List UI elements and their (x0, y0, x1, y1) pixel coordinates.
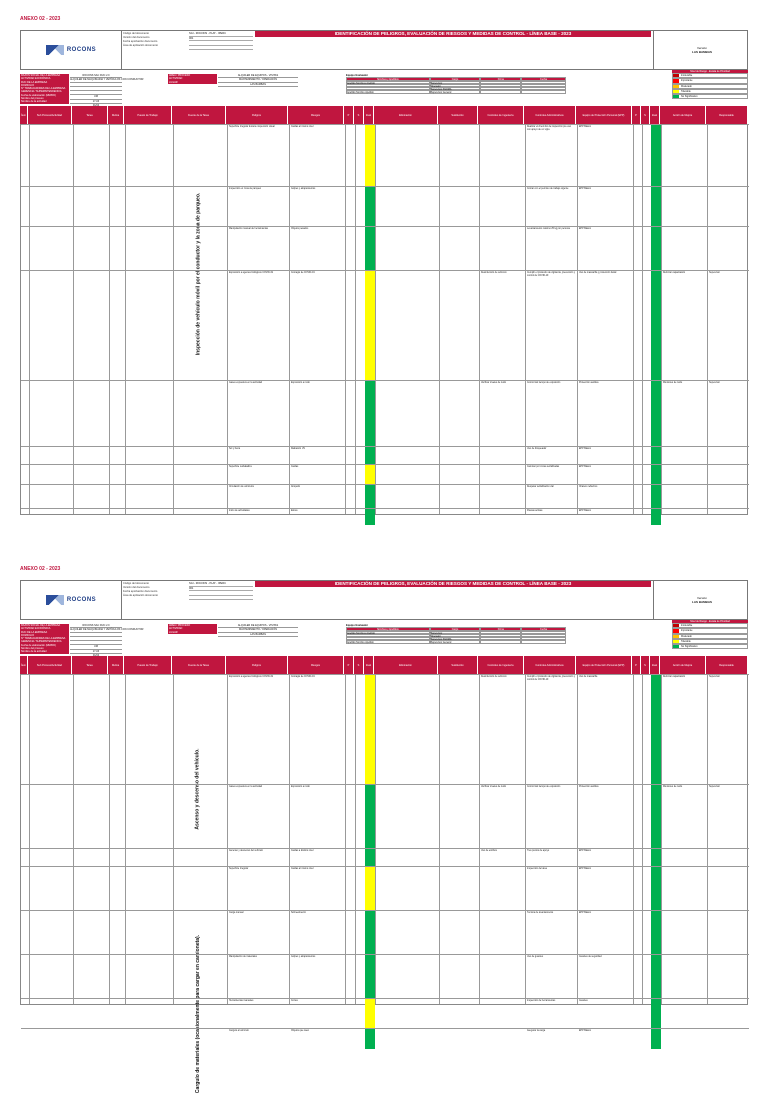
risk-level-residual (651, 227, 661, 271)
cell-epp: EPP Básico (579, 510, 592, 512)
risk-level-initial (365, 999, 375, 1029)
table-row (21, 484, 749, 509)
cell-epp: EPP Básico (579, 850, 592, 852)
cell-fuente: Superficie irregular (229, 868, 249, 870)
cell-epp: EPP Básico (579, 448, 592, 450)
cell-epp: Uso de mascarilla (579, 676, 598, 678)
cell-mejora: Reforzar capacitación (663, 676, 686, 678)
cell-fuente: Exposición a agentes biológicos COVID-19 (229, 676, 273, 678)
cell-fuente: Inspección en zona de parqueo (229, 188, 262, 190)
table-row (21, 998, 749, 1029)
cell-mejora (663, 868, 705, 910)
cell-fuente: Herramientas manuales (229, 1000, 254, 1002)
cell-admin: Control del tiempo de exposición (527, 786, 561, 788)
company-logo: ROCONS (21, 31, 122, 69)
cell-admin: Inspección de herramientas (527, 1000, 556, 1002)
risk-level-initial (365, 187, 375, 227)
cell-epp: Protección auditiva (579, 382, 599, 384)
cell-fuente: Exposición a agentes biológicos COVID-19 (229, 272, 273, 274)
company-info-labels: RAZÓN SOCIAL DE LA EMPRESA ACTIVIDAD ECONÓMICA RUC DE LA EMPRESA DOMICILIO N° TRABAJADORES DE LA EMPRESA GERENCIA / SUPERINTENDENCIA Fecha de elaboración (MM/DD) Nombre del proceso Nombre de la actividad (20, 74, 69, 104)
table-row (21, 446, 749, 465)
risk-legend: Nivel de Riesgo - Escala de Prioridad Intolerable Importante Moderado Tolerable No Significativo (672, 70, 748, 99)
cell-fuente: Manipulación de materiales (229, 956, 257, 958)
cell-peligro: Caídas al mismo nivel (291, 868, 314, 870)
cell-epp: Chaleco reflectivo (579, 486, 598, 488)
table-row (21, 866, 749, 911)
risk-level-initial (365, 381, 375, 447)
cell-resp: Supervisor (709, 786, 720, 788)
cell-resp (709, 850, 747, 866)
cell-resp (709, 466, 747, 484)
risk-level-initial (365, 911, 375, 955)
cell-mejora (663, 1000, 705, 1028)
table-row (21, 1028, 749, 1049)
task-label-2: Ascenso y descenso del vehículo. (195, 748, 201, 830)
cell-peligro: Radiación UV (291, 448, 306, 450)
document-title: IDENTIFICACIÓN DE PELIGROS, EVALUACIÓN DE RIESGOS Y MEDIDAS DE CONTROL - LÍNEA BASE - 2023 (255, 31, 651, 37)
version-box: Versión LAS BAMBAS (653, 31, 750, 69)
cell-peligro: Contagio de COVID-19 (291, 272, 315, 274)
table-header: Ítem Sub Proceso/Actividad Tarea Rutina Puesto de Trabajo Fuente de la Tarea Peligros Riesgos P S Eval Eliminación Sustitución Controles de Ingeniería Controles Administrativos Equipo de Protección Personal (EPP) P S Eval Acción de Mejora Responsable (20, 106, 748, 124)
cell-admin: Caminar por zonas señalizadas (527, 466, 560, 468)
cell-ing: Uso de estribos (481, 850, 497, 852)
annex-label: ANEXO 02 - 2023 (20, 16, 61, 22)
cell-admin: Uso de guantes (527, 956, 544, 958)
risk-level-residual (651, 509, 661, 525)
cell-resp (709, 1000, 747, 1028)
logo-icon-2 (46, 595, 64, 605)
cell-fuente: Superficie resbaladiza (229, 466, 252, 468)
cell-epp: Guantes de seguridad (579, 956, 602, 958)
version-box-2: Versión LAS BAMBAS (653, 581, 750, 619)
risk-level-residual (651, 125, 661, 187)
cell-epp: Protección auditiva (579, 786, 599, 788)
company-logo-2: ROCONS (21, 581, 122, 619)
risk-level-initial (365, 849, 375, 867)
company-info-values: ROCONS SAC RUC 2.0 ALQUILER DE MAQUINARIA Y VEHÍCULOS CON CONDUCTOR UM 17-03 (70, 74, 122, 113)
cell-ing (481, 868, 523, 910)
cell-mejora (663, 448, 705, 464)
cell-admin: Levantamiento máximo 25 kg por persona (527, 228, 570, 230)
cell-fuente: Superficie irregular durante inspección visual (229, 126, 275, 128)
hazard-table-2 (20, 674, 748, 1094)
company-info-2 (20, 620, 748, 656)
cell-mejora (663, 956, 705, 998)
cell-peligro: Exposición a ruido (291, 786, 310, 788)
process-values-2: ALQUILER DE EQUIPOS - VISITAS MANTENIMIENTO / OPERACIÓN LAS BAMBAS (218, 624, 298, 637)
document-meta-values-2: SGI - ROCONS - PLAT - IPERC 001 (189, 582, 253, 600)
risk-level-residual (651, 955, 661, 999)
table-row (21, 380, 749, 447)
risk-level-residual (651, 465, 661, 485)
cell-fuente: Gases expuestos en la actividad (229, 786, 263, 788)
cell-ing (481, 486, 523, 508)
table-row (21, 508, 749, 525)
process-values: ALQUILER DE EQUIPOS - VISITAS MANTENIMIENTO / OPERACIÓN LAS BAMBAS (218, 74, 298, 87)
cell-peligro: Contagio de COVID-19 (291, 676, 315, 678)
cell-mejora (663, 1030, 705, 1048)
cell-admin: Respetar señalización vial (527, 486, 554, 488)
cell-mejora (663, 466, 705, 484)
cell-ing (481, 912, 523, 954)
risk-level-residual (651, 187, 661, 227)
cell-resp (709, 188, 747, 226)
cell-peligro: Sobreesfuerzo (291, 912, 306, 914)
cell-resp (709, 228, 747, 270)
cell-ing (481, 188, 523, 226)
cell-resp (709, 912, 747, 954)
cell-peligro: Objetos pesados (291, 228, 309, 230)
cell-fuente: Manipulación manual de herramientas (229, 228, 268, 230)
cell-admin: Tres puntos de apoyo (527, 850, 550, 852)
cell-mejora (663, 188, 705, 226)
cell-fuente: Gases expuestos en la actividad (229, 382, 263, 384)
company-info-labels-2: RAZÓN SOCIAL DE LA EMPRESA ACTIVIDAD ECONÓMICA RUC DE LA EMPRESA DOMICILIO N° TRABAJADORES DE LA EMPRESA GERENCIA / SUPERINTENDENCIA Fecha de elaboración (MM/DD) Nombre del proceso Nombre de la actividad (20, 624, 69, 654)
cell-mejora (663, 126, 705, 186)
risk-level-initial (365, 447, 375, 465)
risk-level-residual (651, 999, 661, 1029)
cell-admin: Inspección del área (527, 868, 547, 870)
risk-level-residual (651, 675, 661, 785)
cell-fuente: Carguío al vehículo (229, 1030, 249, 1032)
risk-level-initial (365, 271, 375, 381)
cell-mejora (663, 850, 705, 866)
cell-ing (481, 126, 523, 186)
risk-level-residual (651, 271, 661, 381)
risk-level-residual (651, 1029, 661, 1049)
table-row (21, 226, 749, 271)
risk-legend-2: Nivel de Riesgo - Escala de Prioridad Intolerable Importante Moderado Tolerable No Significativo (672, 620, 748, 649)
cell-peligro: Atropello (291, 486, 301, 488)
annex-label-2: ANEXO 02 - 2023 (20, 566, 61, 572)
risk-level-initial (365, 867, 375, 911)
cell-mejora (663, 510, 705, 524)
cell-epp: Guantes (579, 1000, 588, 1002)
risk-level-initial (365, 675, 375, 785)
cell-ing (481, 1000, 523, 1028)
cell-admin: Asegurar la carga (527, 1030, 546, 1032)
risk-level-initial (365, 955, 375, 999)
risk-level-initial (365, 227, 375, 271)
cell-peligro: Objetos que caen (291, 1030, 310, 1032)
cell-ing: Desinfección de vehículo (481, 272, 507, 274)
process-labels-2: ÁREA / PROCESO ACTIVIDAD LUGAR (168, 624, 217, 634)
cell-fuente: Ascenso y descenso del vehículo (229, 850, 263, 852)
risk-level-residual (651, 911, 661, 955)
table-row (21, 784, 749, 849)
cell-resp: Supervisor (709, 676, 720, 678)
hazard-table-1 (20, 124, 748, 515)
cell-ing: Verificar niveles de ruido (481, 786, 507, 788)
document-meta-labels: Código del documento Versión del documento Fecha aprobación documento Área de aplicación documento (123, 32, 158, 47)
cell-epp: EPP Básico (579, 868, 592, 870)
task-label-3: Carguío de materiales (ocasionalmente para cargar en camioneta). (195, 934, 201, 1094)
risk-level-initial (365, 465, 375, 485)
cell-mejora: Reforzar capacitación (663, 272, 686, 274)
cell-ing (481, 466, 523, 484)
cell-admin: Realizar el check list de inspección pre-uso con apoyo de un vigía (527, 126, 572, 131)
cell-epp: EPP Básico (579, 466, 592, 468)
cell-fuente: Circulación de vehículos (229, 486, 254, 488)
risk-level-residual (651, 785, 661, 849)
iperc-sheet-2 (20, 580, 748, 1094)
risk-level-initial (365, 125, 375, 187)
table-row (21, 954, 749, 999)
risk-level-residual (651, 447, 661, 465)
sheet-header (20, 30, 748, 70)
evaluation-team-2: Equipo Evaluador Nombres y Apellidos Cargo Firma Fecha Apellido Nombres Apellido Supervisor Operador Supervisor SSOMA Apellido Nombre Apellido Supervisor General (346, 624, 566, 644)
cell-ing: Desinfección de vehículo (481, 676, 507, 678)
cell-peligro: Golpes y atrapamientos (291, 956, 316, 958)
cell-epp: Uso de mascarilla y protección facial (579, 272, 617, 274)
cell-fuente: Inicio de actividades (229, 510, 250, 512)
cell-admin: Cumplir el protocolo de vigilancia, prevención y control de COVID-19 (527, 272, 576, 277)
cell-ing (481, 510, 523, 524)
cell-mejora (663, 228, 705, 270)
task-label-1: Inspección de vehículo móvil por el conductor y la zona de parqueo. (195, 192, 202, 356)
cell-resp (709, 1030, 747, 1048)
cell-epp: EPP Básico (579, 228, 592, 230)
risk-level-residual (651, 867, 661, 911)
cell-ing: Verificar niveles de ruido (481, 382, 507, 384)
risk-level-residual (651, 849, 661, 867)
cell-admin: Uso de bloqueador (527, 448, 547, 450)
cell-mejora (663, 486, 705, 508)
cell-mejora (663, 912, 705, 954)
logo-icon (46, 45, 64, 55)
sheet-header-2 (20, 580, 748, 620)
cell-resp (709, 486, 747, 508)
cell-resp (709, 510, 747, 524)
table-row (21, 464, 749, 485)
table-row (21, 674, 749, 785)
cell-peligro: Estrés (291, 510, 298, 512)
table-row (21, 848, 749, 867)
cell-epp: EPP Básico (579, 912, 592, 914)
document-meta-values: SGI - ROCONS - PLAT - IPERC 001 (189, 32, 253, 50)
cell-mejora: Monitoreo de ruido (663, 382, 683, 384)
cell-admin: Control del tiempo de exposición (527, 382, 561, 384)
cell-fuente: Carga manual (229, 912, 244, 914)
cell-ing (481, 956, 523, 998)
table-row (21, 124, 749, 187)
cell-ing (481, 228, 523, 270)
cell-mejora: Monitoreo de ruido (663, 786, 683, 788)
risk-level-residual (651, 381, 661, 447)
risk-level-residual (651, 485, 661, 509)
cell-epp: EPP Básico (579, 188, 592, 190)
table-row (21, 910, 749, 955)
cell-peligro: Exposición a ruido (291, 382, 310, 384)
cell-epp: EPP Básico (579, 1030, 592, 1032)
cell-epp: EPP Básico (579, 126, 592, 128)
risk-level-initial (365, 1029, 375, 1049)
table-header-2: Ítem Sub Proceso/Actividad Tarea Rutina Puesto de Trabajo Fuente de la Tarea Peligros Riesgos P S Eval Eliminación Sustitución Controles de Ingeniería Controles Administrativos Equipo de Protección Personal (EPP) P S Eval Acción de Mejora Responsable (20, 656, 748, 674)
cell-admin: Técnica de levantamiento (527, 912, 554, 914)
cell-resp: Supervisor (709, 382, 720, 384)
cell-resp: Supervisor (709, 272, 720, 274)
company-info (20, 70, 748, 106)
cell-ing (481, 448, 523, 464)
document-meta-labels-2: Código del documento Versión del documento Fecha aprobación documento Área de aplicación documento (123, 582, 158, 597)
cell-peligro: Caídas al mismo nivel (291, 126, 314, 128)
process-labels: ÁREA / PROCESO ACTIVIDAD LUGAR (168, 74, 217, 84)
cell-peligro: Cortes (291, 1000, 298, 1002)
cell-resp (709, 448, 747, 464)
risk-level-initial (365, 785, 375, 849)
iperc-sheet-1 (20, 30, 748, 515)
risk-level-initial (365, 485, 375, 509)
cell-ing (481, 1030, 523, 1048)
cell-fuente: Sol y lluvia (229, 448, 240, 450)
cell-admin: Pausas activas (527, 510, 543, 512)
table-row (21, 186, 749, 227)
cell-resp (709, 126, 747, 186)
risk-level-initial (365, 509, 375, 525)
cell-peligro: Caídas (291, 466, 299, 468)
cell-admin: Cumplir el protocolo de vigilancia, prevención y control de COVID-19 (527, 676, 576, 681)
cell-resp (709, 868, 747, 910)
evaluation-team: Equipo Evaluador Nombres y Apellidos Cargo Firma Fecha Apellido Nombres Apellido Supervisor Operador Supervisor SSOMA Apellido Nombre Apellido Supervisor General (346, 74, 566, 94)
table-row (21, 270, 749, 381)
cell-peligro: Golpes y atrapamientos (291, 188, 316, 190)
company-info-values-2: ROCONS SAC RUC 2.0 ALQUILER DE MAQUINARIA Y VEHÍCULOS CON CONDUCTOR UM 17-03 (70, 624, 122, 663)
cell-resp (709, 956, 747, 998)
document-title-2: IDENTIFICACIÓN DE PELIGROS, EVALUACIÓN DE RIESGOS Y MEDIDAS DE CONTROL - LÍNEA BASE - 2023 (255, 581, 651, 587)
cell-peligro: Caídas a distinto nivel (291, 850, 314, 852)
cell-admin: Contar con el permiso de trabajo vigente (527, 188, 569, 190)
